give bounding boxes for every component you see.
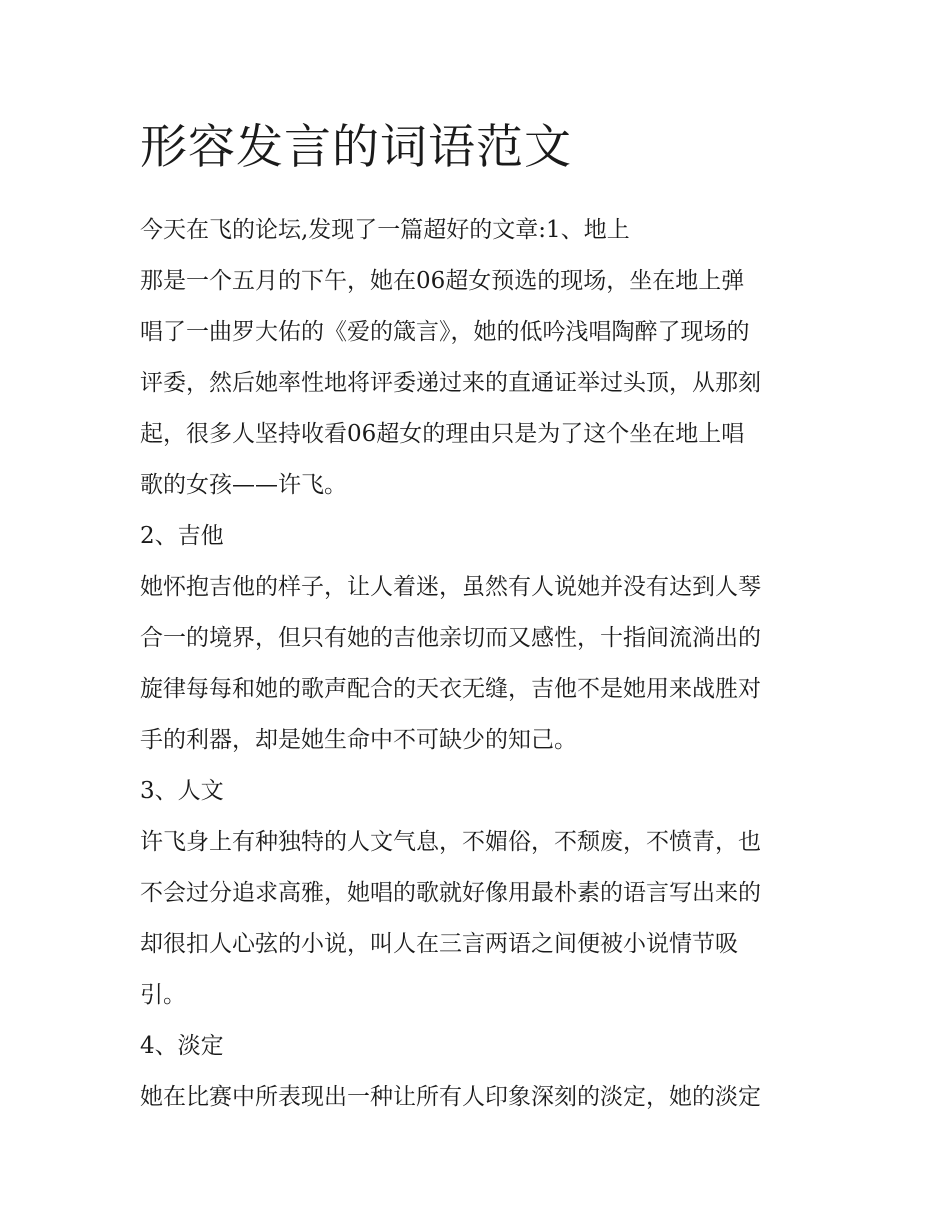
paragraph-line: 旋律每每和她的歌声配合的天衣无缝，吉他不是她用来战胜对 xyxy=(140,676,761,702)
paragraph-line: 评委，然后她率性地将评委递过来的直通证举过头顶，从那刻 xyxy=(140,370,761,396)
section-heading: 2、吉他 xyxy=(140,523,224,549)
paragraph-line: 合一的境界，但只有她的吉他亲切而又感性，十指间流淌出的 xyxy=(140,625,761,651)
section-heading: 4、淡定 xyxy=(140,1033,224,1059)
section-heading: 3、人文 xyxy=(140,778,224,804)
paragraph-line: 唱了一曲罗大佑的《爱的箴言》，她的低吟浅唱陶醉了现场的 xyxy=(140,319,750,345)
paragraph-line: 那是一个五月的下午，她在06超女预选的现场，坐在地上弹 xyxy=(140,268,745,294)
intro-line: 今天在飞的论坛,发现了一篇超好的文章:1、地上 xyxy=(140,217,630,243)
paragraph-line: 她在比赛中所表现出一种让所有人印象深刻的淡定，她的淡定 xyxy=(140,1084,761,1110)
paragraph-line: 不会过分追求高雅，她唱的歌就好像用最朴素的语言写出来的 xyxy=(140,880,761,906)
paragraph-line: 她怀抱吉他的样子，让人着迷，虽然有人说她并没有达到人琴 xyxy=(140,574,761,600)
paragraph-line: 许飞身上有种独特的人文气息，不媚俗，不颓废，不愤青，也 xyxy=(140,829,761,855)
document-body xyxy=(140,205,820,1123)
paragraph-line: 歌的女孩——许飞。 xyxy=(140,472,347,498)
document-title: 形容发言的词语范文 xyxy=(140,120,572,175)
paragraph-line: 引。 xyxy=(140,982,186,1008)
paragraph-line: 起，很多人坚持收看06超女的理由只是为了这个坐在地上唱 xyxy=(140,421,745,447)
paragraph-line: 却很扣人心弦的小说，叫人在三言两语之间便被小说情节吸 xyxy=(140,931,738,957)
paragraph-line: 手的利器，却是她生命中不可缺少的知己。 xyxy=(140,727,577,753)
